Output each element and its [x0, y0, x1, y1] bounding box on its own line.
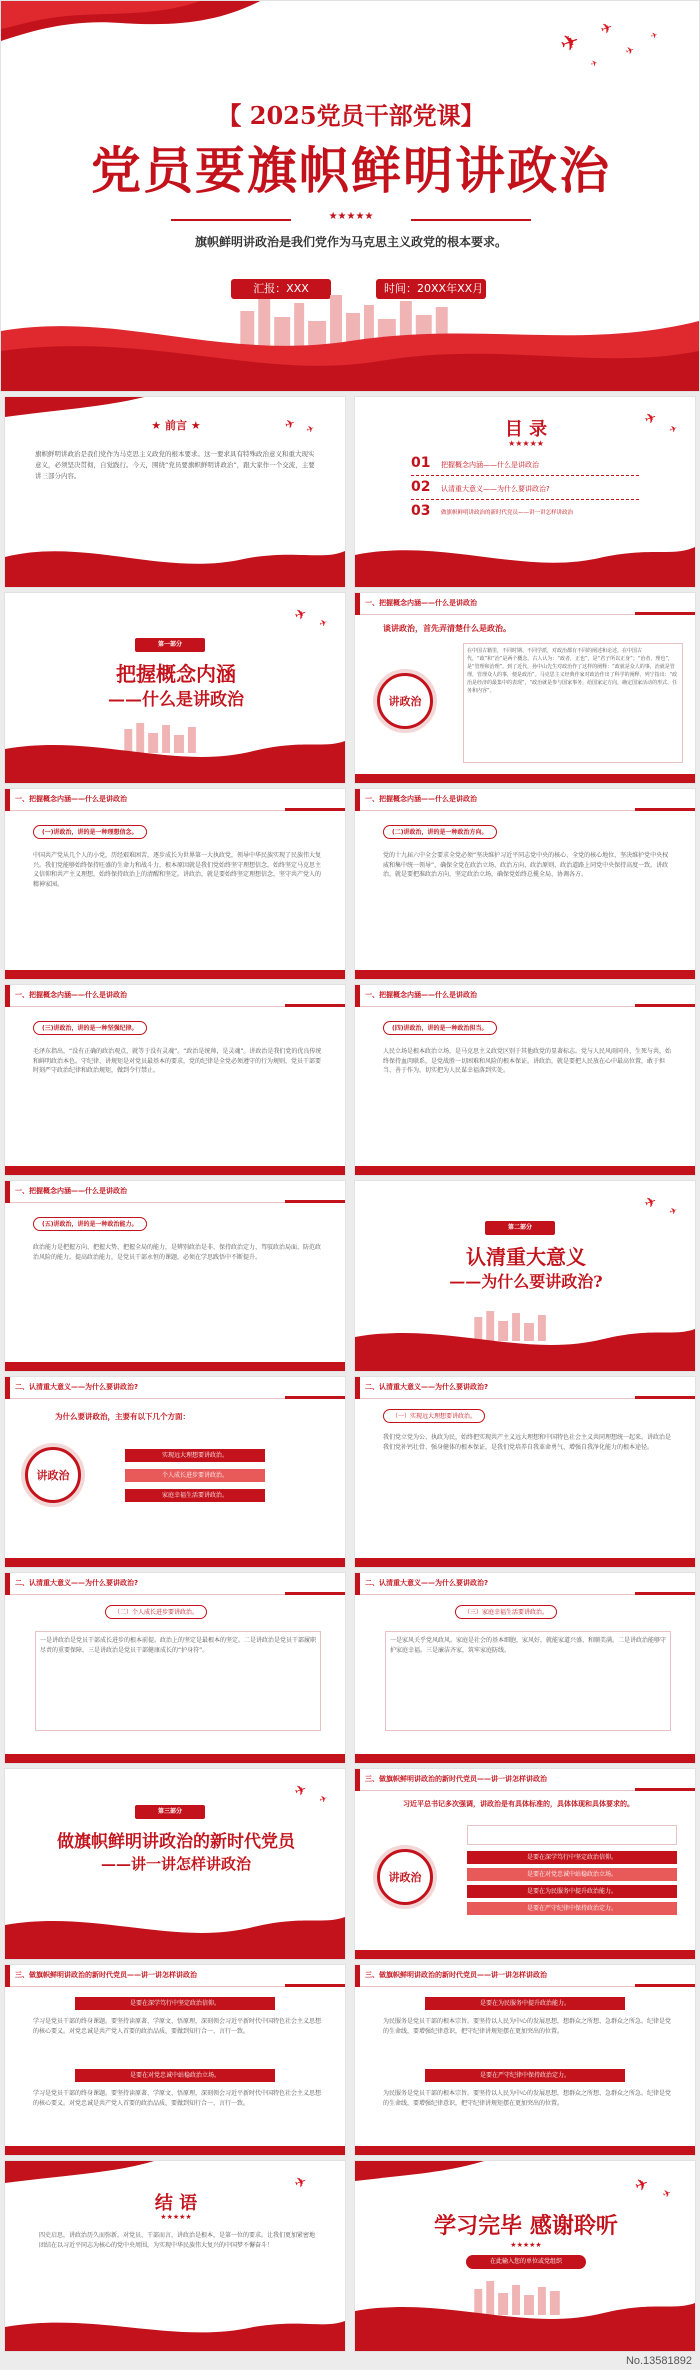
footer-bar: [355, 1166, 695, 1175]
dove-icon: ✈: [661, 2187, 674, 2202]
why-slide: [4, 1376, 346, 1568]
part2-subtitle: ——为什么要讲政治?: [449, 1272, 603, 1291]
subsection-body: 一是讲政治是党员干部成长进步的根本前提。政治上的坚定是最根本的坚定。二是讲政治是党员干部履职尽责的重要保障。三是讲政治是党员干部健康成长的“护身符”。: [35, 1631, 321, 1731]
subsection-pill: (五)讲政治，讲的是一种政治能力。: [33, 1217, 147, 1231]
section-header: 三、做旗帜鲜明讲政治的新时代党员——讲一讲怎样讲政治: [5, 1965, 345, 1987]
subsection-pill: （二）个人成长进步要讲政治。: [105, 1605, 207, 1619]
dove-icon: ✈: [642, 1193, 660, 1213]
preface-title: ★ 前言 ★: [151, 419, 201, 432]
section-header: 一、把握概念内涵——什么是讲政治: [5, 985, 345, 1007]
dove-icon: ✈: [282, 415, 298, 433]
footer-bar: [5, 1362, 345, 1371]
dove-icon: ✈: [598, 19, 616, 39]
dove-icon: ✈: [557, 28, 584, 59]
section-header: 二、认清重大意义——为什么要讲政治?: [355, 1573, 695, 1595]
cover-slide: [0, 0, 700, 392]
end-title: 学习完毕 感谢聆听: [434, 2213, 618, 2239]
section-header: 一、把握概念内涵——什么是讲政治: [355, 593, 695, 615]
section-header: 一、把握概念内涵——什么是讲政治: [5, 789, 345, 811]
cover-subtitle: 旗帜鲜明讲政治是我们党作为马克思主义政党的根本要求。: [194, 235, 507, 249]
dove-icon: ✈: [292, 1781, 310, 1801]
reporter-label: 汇报：XXX: [231, 279, 331, 299]
conclusion-title: 结 语: [154, 2193, 198, 2214]
subsection-pill: （一）实现远大理想要讲政治。: [383, 1409, 485, 1423]
footer-bar: [5, 1754, 345, 1763]
part2-slide: [354, 1180, 696, 1372]
why-slide-2: [4, 1572, 346, 1764]
content-slide-5: [4, 1180, 346, 1372]
conclusion-stars: ★★★★★: [160, 2213, 192, 2221]
how-slide: [354, 1768, 696, 1960]
subsection-pill: (三)讲政治，讲的是一种坚强纪律。: [33, 1021, 147, 1035]
content-slide-2: [354, 788, 696, 980]
organization-pill: 在此输入您的单位或党组织: [466, 2255, 586, 2269]
dove-icon: ✈: [642, 409, 660, 429]
subsection-body: 政治能力是把握方向、把握大势、把握全局的能力，是辨别政治是非、保持政治定力、驾驭政治局面、防范政治风险的能力。提高政治能力，是党员干部永恒的课题，必须在学思践悟中不断提升。: [33, 1244, 322, 1261]
toc-num-2: 02: [411, 479, 431, 495]
politics-circle: 讲政治: [377, 1849, 433, 1905]
bottom-wave-decoration: [1, 291, 699, 392]
subsection-body: 我们党立党为公、执政为民，始终把实现共产主义远大理想和中国特色社会主义共同理想统一起来。讲政治是我们党补钙壮骨、强身健体的根本保证，是我们党培养自我革命勇气、增强自我净化能力的根本途径。: [383, 1434, 672, 1451]
how-note: [467, 1825, 677, 1845]
dove-icon: ✈: [589, 58, 600, 69]
dove-icon: ✈: [292, 2173, 310, 2193]
why-slide-1: [354, 1376, 696, 1568]
footer-bar: [5, 1558, 345, 1567]
concept-intro: 谈讲政治，首先弄清楚什么是政治。: [383, 624, 511, 633]
preface-body: 旗帜鲜明讲政治是我们党作为马克思主义政党的根本要求。这一要求具有特殊政治意义和重大现实意义，必须坚决贯彻，自觉践行。今天，围绕“党员要旗帜鲜明讲政治”，跟大家作一个交流，主要讲三部分内容。: [35, 450, 315, 480]
end-slide: [354, 2160, 696, 2352]
toc-item-2[interactable]: 认清重大意义——为什么要讲政治?: [441, 485, 550, 493]
content-slide-4: [354, 984, 696, 1176]
cover-tag: 【 2025党员干部党课】: [217, 101, 485, 130]
section-header: 一、把握概念内涵——什么是讲政治: [5, 1181, 345, 1203]
content-slide-1: [4, 788, 346, 980]
reason-bar-3: 家庭幸福生活要讲政治。: [125, 1489, 265, 1502]
subsection-pill: （三）家庭幸福生活要讲政治。: [455, 1605, 557, 1619]
how-pill-2: 是要在对党忠诚中站稳政治立场。: [75, 2069, 275, 2082]
cover-stars: ★★★★★: [328, 211, 374, 222]
dove-icon: ✈: [668, 1206, 680, 1218]
divider: [411, 475, 641, 476]
end-stars: ★★★★★: [510, 2241, 542, 2249]
dove-icon: ✈: [318, 1794, 330, 1806]
section-header: 一、把握概念内涵——什么是讲政治: [355, 789, 695, 811]
footer-bar: [355, 1950, 695, 1959]
how-pill-3: 是要在为民服务中提升政治能力。: [425, 1997, 625, 2010]
concept-slide: [354, 592, 696, 784]
divider: [411, 499, 641, 500]
bottom-wave-decoration: [5, 537, 345, 588]
reason-bar-2: 个人成长进步要讲政治。: [125, 1469, 265, 1482]
why-intro: 为什么要讲政治，主要有以下几个方面：: [55, 1412, 190, 1421]
dove-icon: ✈: [632, 2173, 652, 2196]
how-bar-2: 是要在对党忠诚中站稳政治立场。: [467, 1868, 677, 1881]
how-bar-1: 是要在深学笃行中坚定政治信仰。: [467, 1851, 677, 1864]
politics-circle: 讲政治: [377, 673, 433, 729]
bottom-wave-decoration: [355, 2281, 695, 2352]
why-slide-3: [354, 1572, 696, 1764]
part3-subtitle: ——讲一讲怎样讲政治: [100, 1855, 251, 1873]
section-header: 一、把握概念内涵——什么是讲政治: [355, 985, 695, 1007]
toc-item-3[interactable]: 做旗帜鲜明讲政治的新时代党员——讲一讲怎样讲政治: [441, 510, 574, 516]
how-bar-4: 是要在严守纪律中保持政治定力。: [467, 1902, 677, 1915]
subsection-body: 中国共产党从几个人的小党，历经艰难困苦，逐步成长为世界第一大执政党，领导中华民族实现了民族伟大复兴。我们党能够始终保持旺盛的生命力和战斗力，根本原因就是我们党始终坚守理想信念，始终坚定马克思主义信仰和共产主义理想，始终保持政治上的清醒和坚定。讲政治，就是要始终坚定理想信念，坚守共产党人的精神家园。: [33, 852, 322, 888]
subsection-body: 毛泽东指出，“没有正确的政治观点，就等于没有灵魂”。“政治是统帅，是灵魂”。讲政治是我们党的优良传统和鲜明政治本色。守纪律、讲规矩是对党员最基本的要求，党的纪律是全党必须遵守的行为规则，党员干部要时刻严守政治纪律和政治规矩，做到令行禁止。: [33, 1048, 322, 1074]
bottom-wave-decoration: [5, 1899, 345, 1960]
image-id-label: No.13581892: [625, 2355, 692, 2367]
part1-badge: 第一部分: [135, 638, 205, 652]
how-pill-1: 是要在深学笃行中坚定政治信仰。: [75, 1997, 275, 2010]
section-header: 二、认清重大意义——为什么要讲政治?: [355, 1377, 695, 1399]
toc-num-3: 03: [411, 503, 431, 519]
how-slide-1: [4, 1964, 346, 2156]
part2-badge: 第二部分: [485, 1221, 555, 1235]
bottom-wave-decoration: [355, 537, 695, 588]
footer-bar: [355, 774, 695, 783]
part3-badge: 第三部分: [135, 1805, 205, 1819]
part3-title: 做旗帜鲜明讲政治的新时代党员: [57, 1832, 295, 1852]
section-header: 三、做旗帜鲜明讲政治的新时代党员——讲一讲怎样讲政治: [355, 1769, 695, 1791]
subsection-pill: (四)讲政治，讲的是一种政治担当。: [383, 1021, 497, 1035]
footer-bar: [355, 1558, 695, 1567]
section-header: 二、认清重大意义——为什么要讲政治?: [5, 1377, 345, 1399]
toc-stars: ★★★★★: [508, 439, 544, 448]
content-slide-3: [4, 984, 346, 1176]
toc-slide: [354, 396, 696, 588]
part1-slide: [4, 592, 346, 784]
dove-icon: ✈: [624, 44, 637, 59]
dove-icon: ✈: [668, 424, 680, 436]
part2-title: 认清重大意义: [466, 1245, 586, 1269]
section-header: 三、做旗帜鲜明讲政治的新时代党员——讲一讲怎样讲政治: [355, 1965, 695, 1987]
subsection-body: 为民服务是党员干部的根本宗旨。要坚持以人民为中心的发展思想，想群众之所想、急群众之所急。纪律是党的生命线，要增强纪律意识，把守纪律讲规矩摆在更加突出的位置。: [383, 2018, 672, 2035]
subsection-pill: (二)讲政治，讲的是一种政治方向。: [383, 825, 497, 839]
how-bar-3: 是要在为民服务中提升政治能力。: [467, 1885, 677, 1898]
footer-bar: [5, 1166, 345, 1175]
bottom-wave-decoration: [355, 1311, 695, 1372]
conclusion-slide: [4, 2160, 346, 2352]
footer-bar: [355, 970, 695, 979]
how-slide-2: [354, 1964, 696, 2156]
conclusion-body: 四史启思，讲政治历久而弥新。对党员、干部而言，讲政治是根本，是第一位的要求。让我们更加紧密地团结在以习近平同志为核心的党中央周围，为实现中华民族伟大复兴的中国梦不懈奋斗！: [39, 2232, 315, 2249]
subsection-body: 为民服务是党员干部的根本宗旨。要坚持以人民为中心的发展思想，想群众之所想、急群众之所急。纪律是党的生命线，要增强纪律意识，把守纪律讲规矩摆在更加突出的位置。: [383, 2090, 672, 2107]
dove-icon: ✈: [649, 30, 660, 41]
subsection-pill: (一)讲政治，讲的是一种理想信念。: [33, 825, 147, 839]
dove-icon: ✈: [292, 605, 310, 625]
subsection-body: 人民立场是根本政治立场，是马克思主义政党区别于其他政党的显著标志。党与人民风雨同舟、生死与共，始终保持血肉联系，是党战胜一切困难和风险的根本保证。讲政治，就是要把人民放在心中最高位置，敢于担当、善于作为，切实把为人民谋幸福落到实处。: [383, 1048, 672, 1074]
how-intro: 习近平总书记多次强调，讲政治是有具体标准的，具体体现和具体要求的。: [403, 1800, 634, 1808]
part1-title: 把握概念内涵: [116, 662, 236, 686]
part1-subtitle: ——什么是讲政治: [108, 690, 244, 710]
footer-bar: [355, 2146, 695, 2155]
part3-slide: [4, 1768, 346, 1960]
subsection-body: 党的十九届六中全会要求全党必须“坚决维护习近平同志党中央的核心、全党的核心地位，坚决维护党中央权威和集中统一领导”，确保全党在政治立场、政治方向、政治原则、政治道路上同党中央保持高度一致。讲政治，就是要把准政治方向，坚定政治立场，确保党始终总揽全局、协调各方。: [383, 852, 669, 878]
reason-bar-1: 实现远大理想要讲政治。: [125, 1449, 265, 1462]
subsection-body: 学习是党员干部的终身课题。要坚持读原著、学原文、悟原理，深刻领会习近平新时代中国特色社会主义思想的核心要义。对党忠诚是共产党人首要的政治品质，要做到知行合一、言行一致。: [33, 2090, 322, 2107]
section-header: 二、认清重大意义——为什么要讲政治?: [5, 1573, 345, 1595]
subsection-body: 一是家风关乎党风政风。家庭是社会的基本细胞，家风好，就能家道兴盛、和顺美满。二是讲政治能够守护家庭幸福。三是廉洁齐家，筑牢家庭防线。: [385, 1631, 671, 1731]
toc-title: 目 录: [504, 419, 548, 440]
dove-icon: ✈: [318, 618, 330, 630]
cover-title: 党员要旗帜鲜明讲政治: [91, 141, 611, 200]
dove-icon: ✈: [305, 424, 317, 436]
footer-bar: [5, 2146, 345, 2155]
toc-num-1: 01: [411, 455, 431, 471]
toc-item-1[interactable]: 把握概念内涵——什么是讲政治: [441, 461, 539, 469]
time-label: 时间：20XX年XX月: [376, 279, 486, 299]
bottom-wave-decoration: [5, 2311, 345, 2352]
footer-bar: [355, 1754, 695, 1763]
preface-slide: [4, 396, 346, 588]
bottom-wave-decoration: [5, 723, 345, 784]
how-pill-4: 是要在严守纪律中保持政治定力。: [425, 2069, 625, 2082]
concept-body: 在中国古籍里，不同时期、不同学派，对政治都有不同的阐述和论述。在中国古代，“政”和“治”是两个概念。古人认为：“政者，正也”，是“君子所以正身”；“治者，理也”，是“管理和治理”。到了近代，孙中山先生对政治作了这样的阐释：“政就是众人的事，治就是管理，管理众人的事，便是政治”。马克思主义经典作家对政治作出了科学的阐释，列宁指出：“政治是经济的最集中的表现”，“政治就是参与国家事务，给国家定方向，确定国家活动的形式、任务和内容”。: [463, 643, 683, 763]
subsection-body: 学习是党员干部的终身课题。要坚持读原著、学原文、悟原理，深刻领会习近平新时代中国特色社会主义思想的核心要义。对党忠诚是共产党人首要的政治品质，要做到知行合一、言行一致。: [33, 2018, 322, 2035]
footer-bar: [5, 970, 345, 979]
politics-circle: 讲政治: [25, 1447, 81, 1503]
